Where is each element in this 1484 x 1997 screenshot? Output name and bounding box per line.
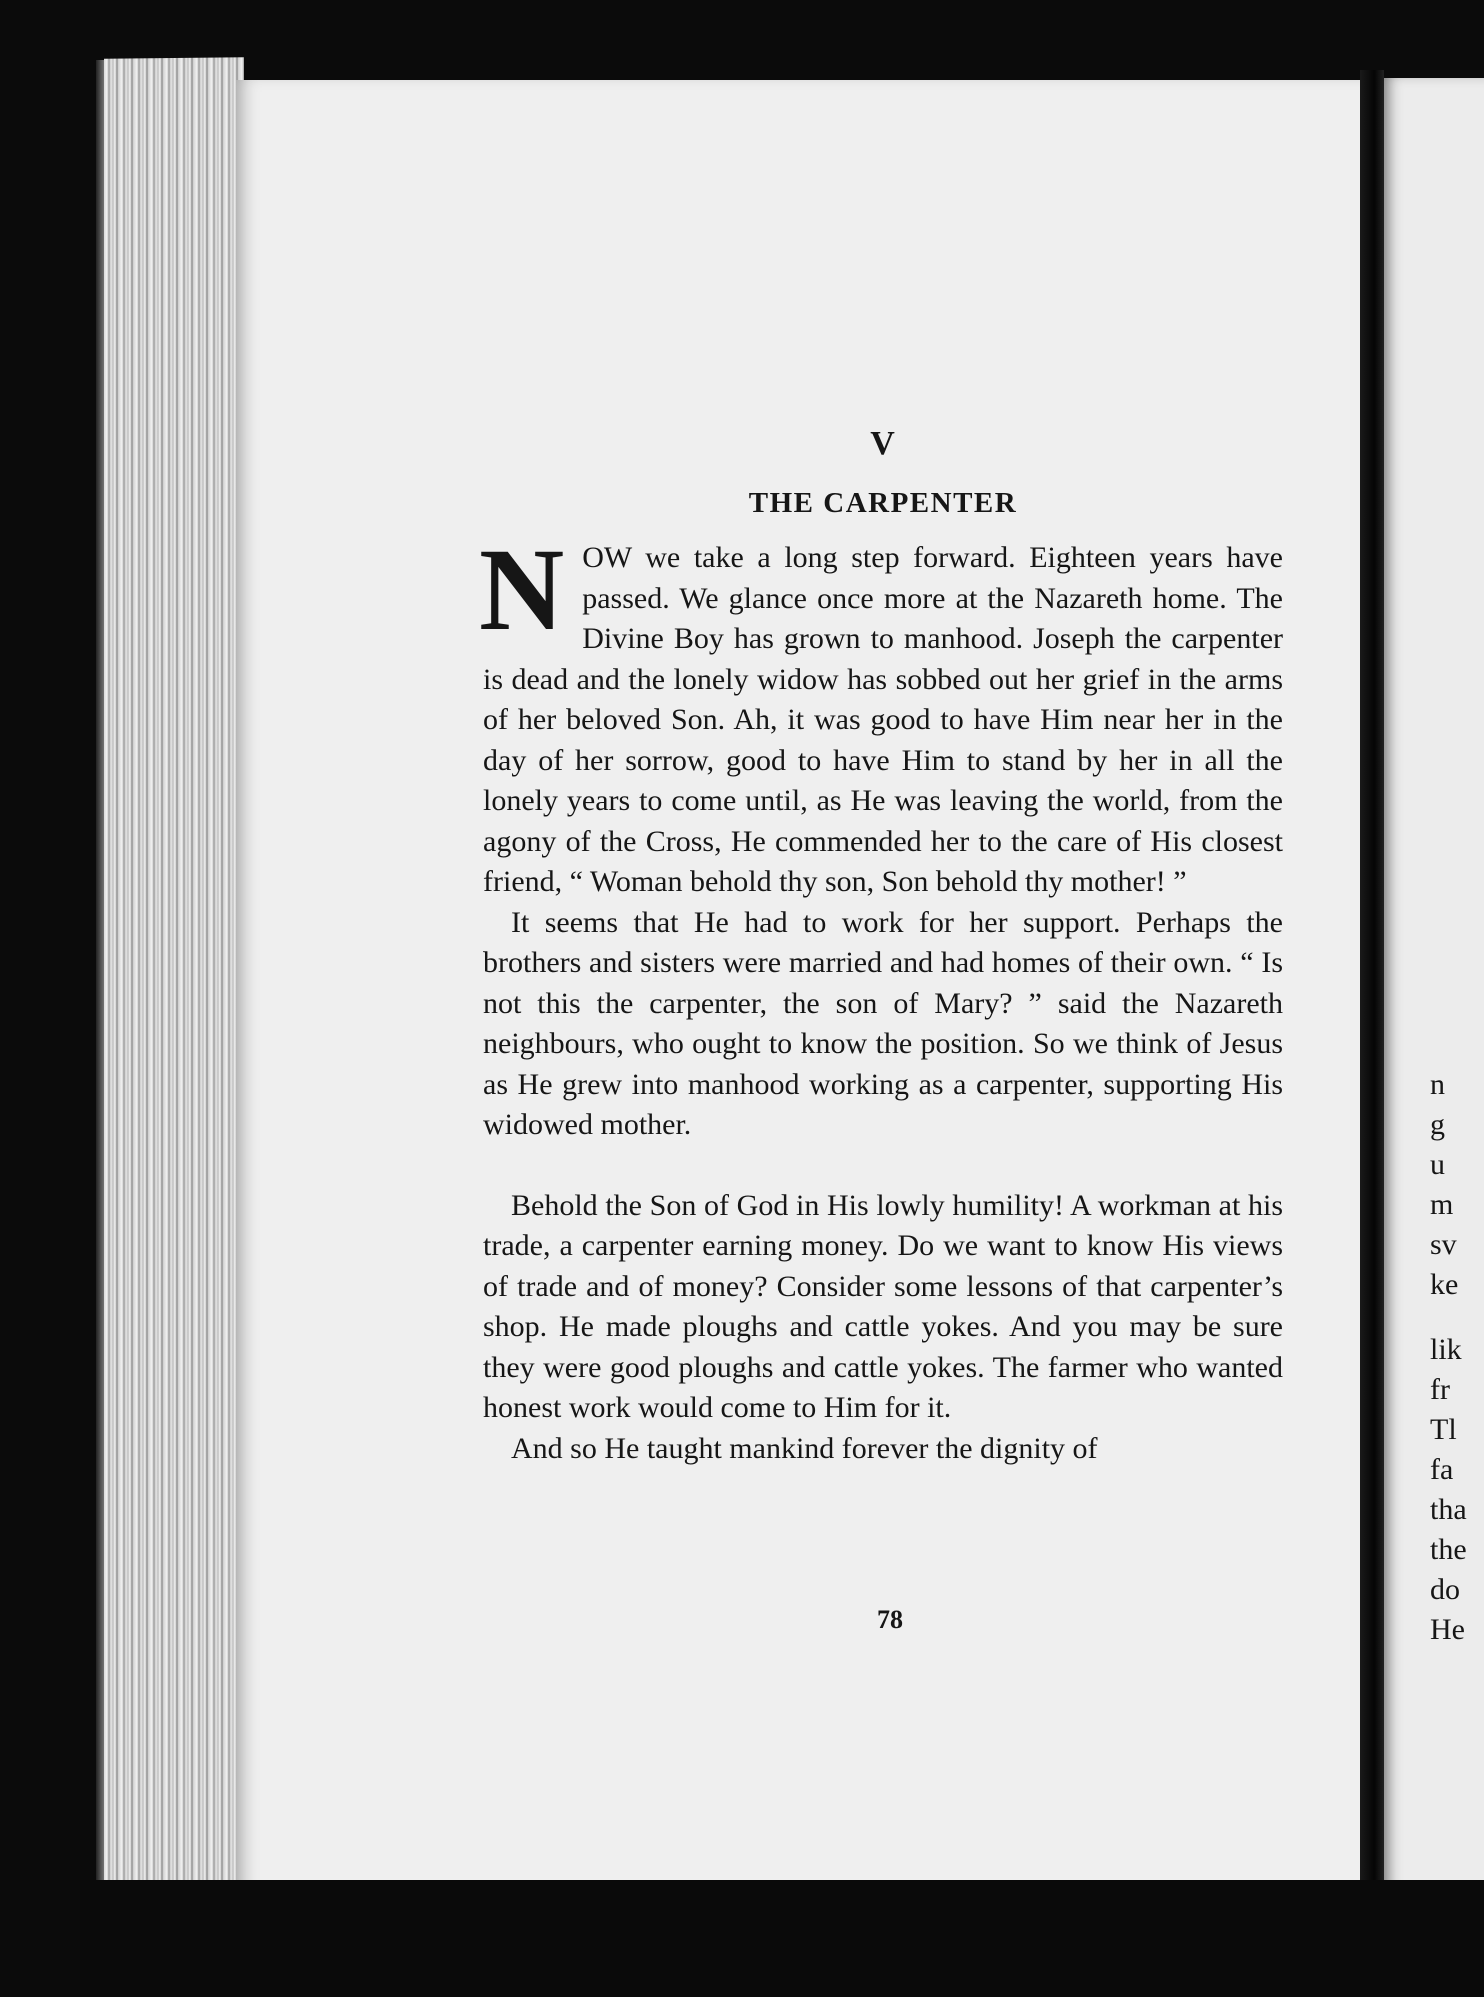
chapter-number: V xyxy=(870,425,896,462)
fragment: tha xyxy=(1430,1493,1467,1526)
page-text xyxy=(479,425,1283,1469)
paragraph-4: And so He taught mankind forever the dignity of xyxy=(511,1431,1098,1465)
fragment: Tl xyxy=(1430,1413,1457,1446)
right-page-text-top xyxy=(1430,1065,1484,1305)
fragment: sv xyxy=(1430,1228,1457,1261)
bottom-shadow xyxy=(80,1880,1484,1997)
paragraph-2: It seems that He had to work for her support. Perhaps the brothers and sisters were married and had homes of their own. “ Is not this the carpenter, the son of Mary? ” said the Nazareth neighbours, who ought to know the position. So we think of Jesus as He grew into manhood working as a carpenter, supporting His widowed mother. xyxy=(483,905,1283,1141)
fragment: fa xyxy=(1430,1453,1454,1486)
paragraph-1-text: OW we take a long step forward. Eighteen years have passed. We glance once more at the Nazareth home. The Divine Boy has grown to manhood. Joseph the carpenter is dead and the lonely widow has sobbed out her grief in the arms of her beloved Son. Ah, it was good to have Him near her in the day of her sorrow, good to have Him to stand by her in all the lonely years to come until, as He was leaving the world, from the agony of the Cross, He commended her to the care of His closest friend, “ Woman behold thy son, Son behold thy mother! ” xyxy=(483,541,1283,898)
page-number: 78 xyxy=(877,1605,903,1634)
paragraph-3: Behold the Son of God in His lowly humility! A workman at his trade, a carpenter earning money. Do we want to know His views of trade and of money? Consider some lessons of that carpenter’s shop. He made ploughs and cattle yokes. And you may be sure they were good ploughs and cattle yokes. The farmer who wanted honest work would come to Him for it. xyxy=(483,1188,1283,1424)
fragment: n xyxy=(1430,1068,1445,1101)
drop-cap: N xyxy=(479,524,565,655)
fragment: ke xyxy=(1430,1268,1459,1301)
fragment: the xyxy=(1430,1533,1467,1566)
fragment: g xyxy=(1430,1108,1445,1141)
book-spine xyxy=(1360,70,1384,1930)
fragment: m xyxy=(1430,1188,1454,1221)
fragment: lik xyxy=(1430,1333,1462,1366)
paragraph-1 xyxy=(479,524,1283,903)
right-page-text-bottom xyxy=(1430,1330,1484,1650)
chapter-title: THE CARPENTER xyxy=(748,487,1018,519)
fragment: fr xyxy=(1430,1373,1450,1406)
fragment: u xyxy=(1430,1148,1445,1181)
fragment: do xyxy=(1430,1573,1460,1606)
fragment: He xyxy=(1430,1613,1465,1646)
page-stack-edges xyxy=(104,57,244,1888)
